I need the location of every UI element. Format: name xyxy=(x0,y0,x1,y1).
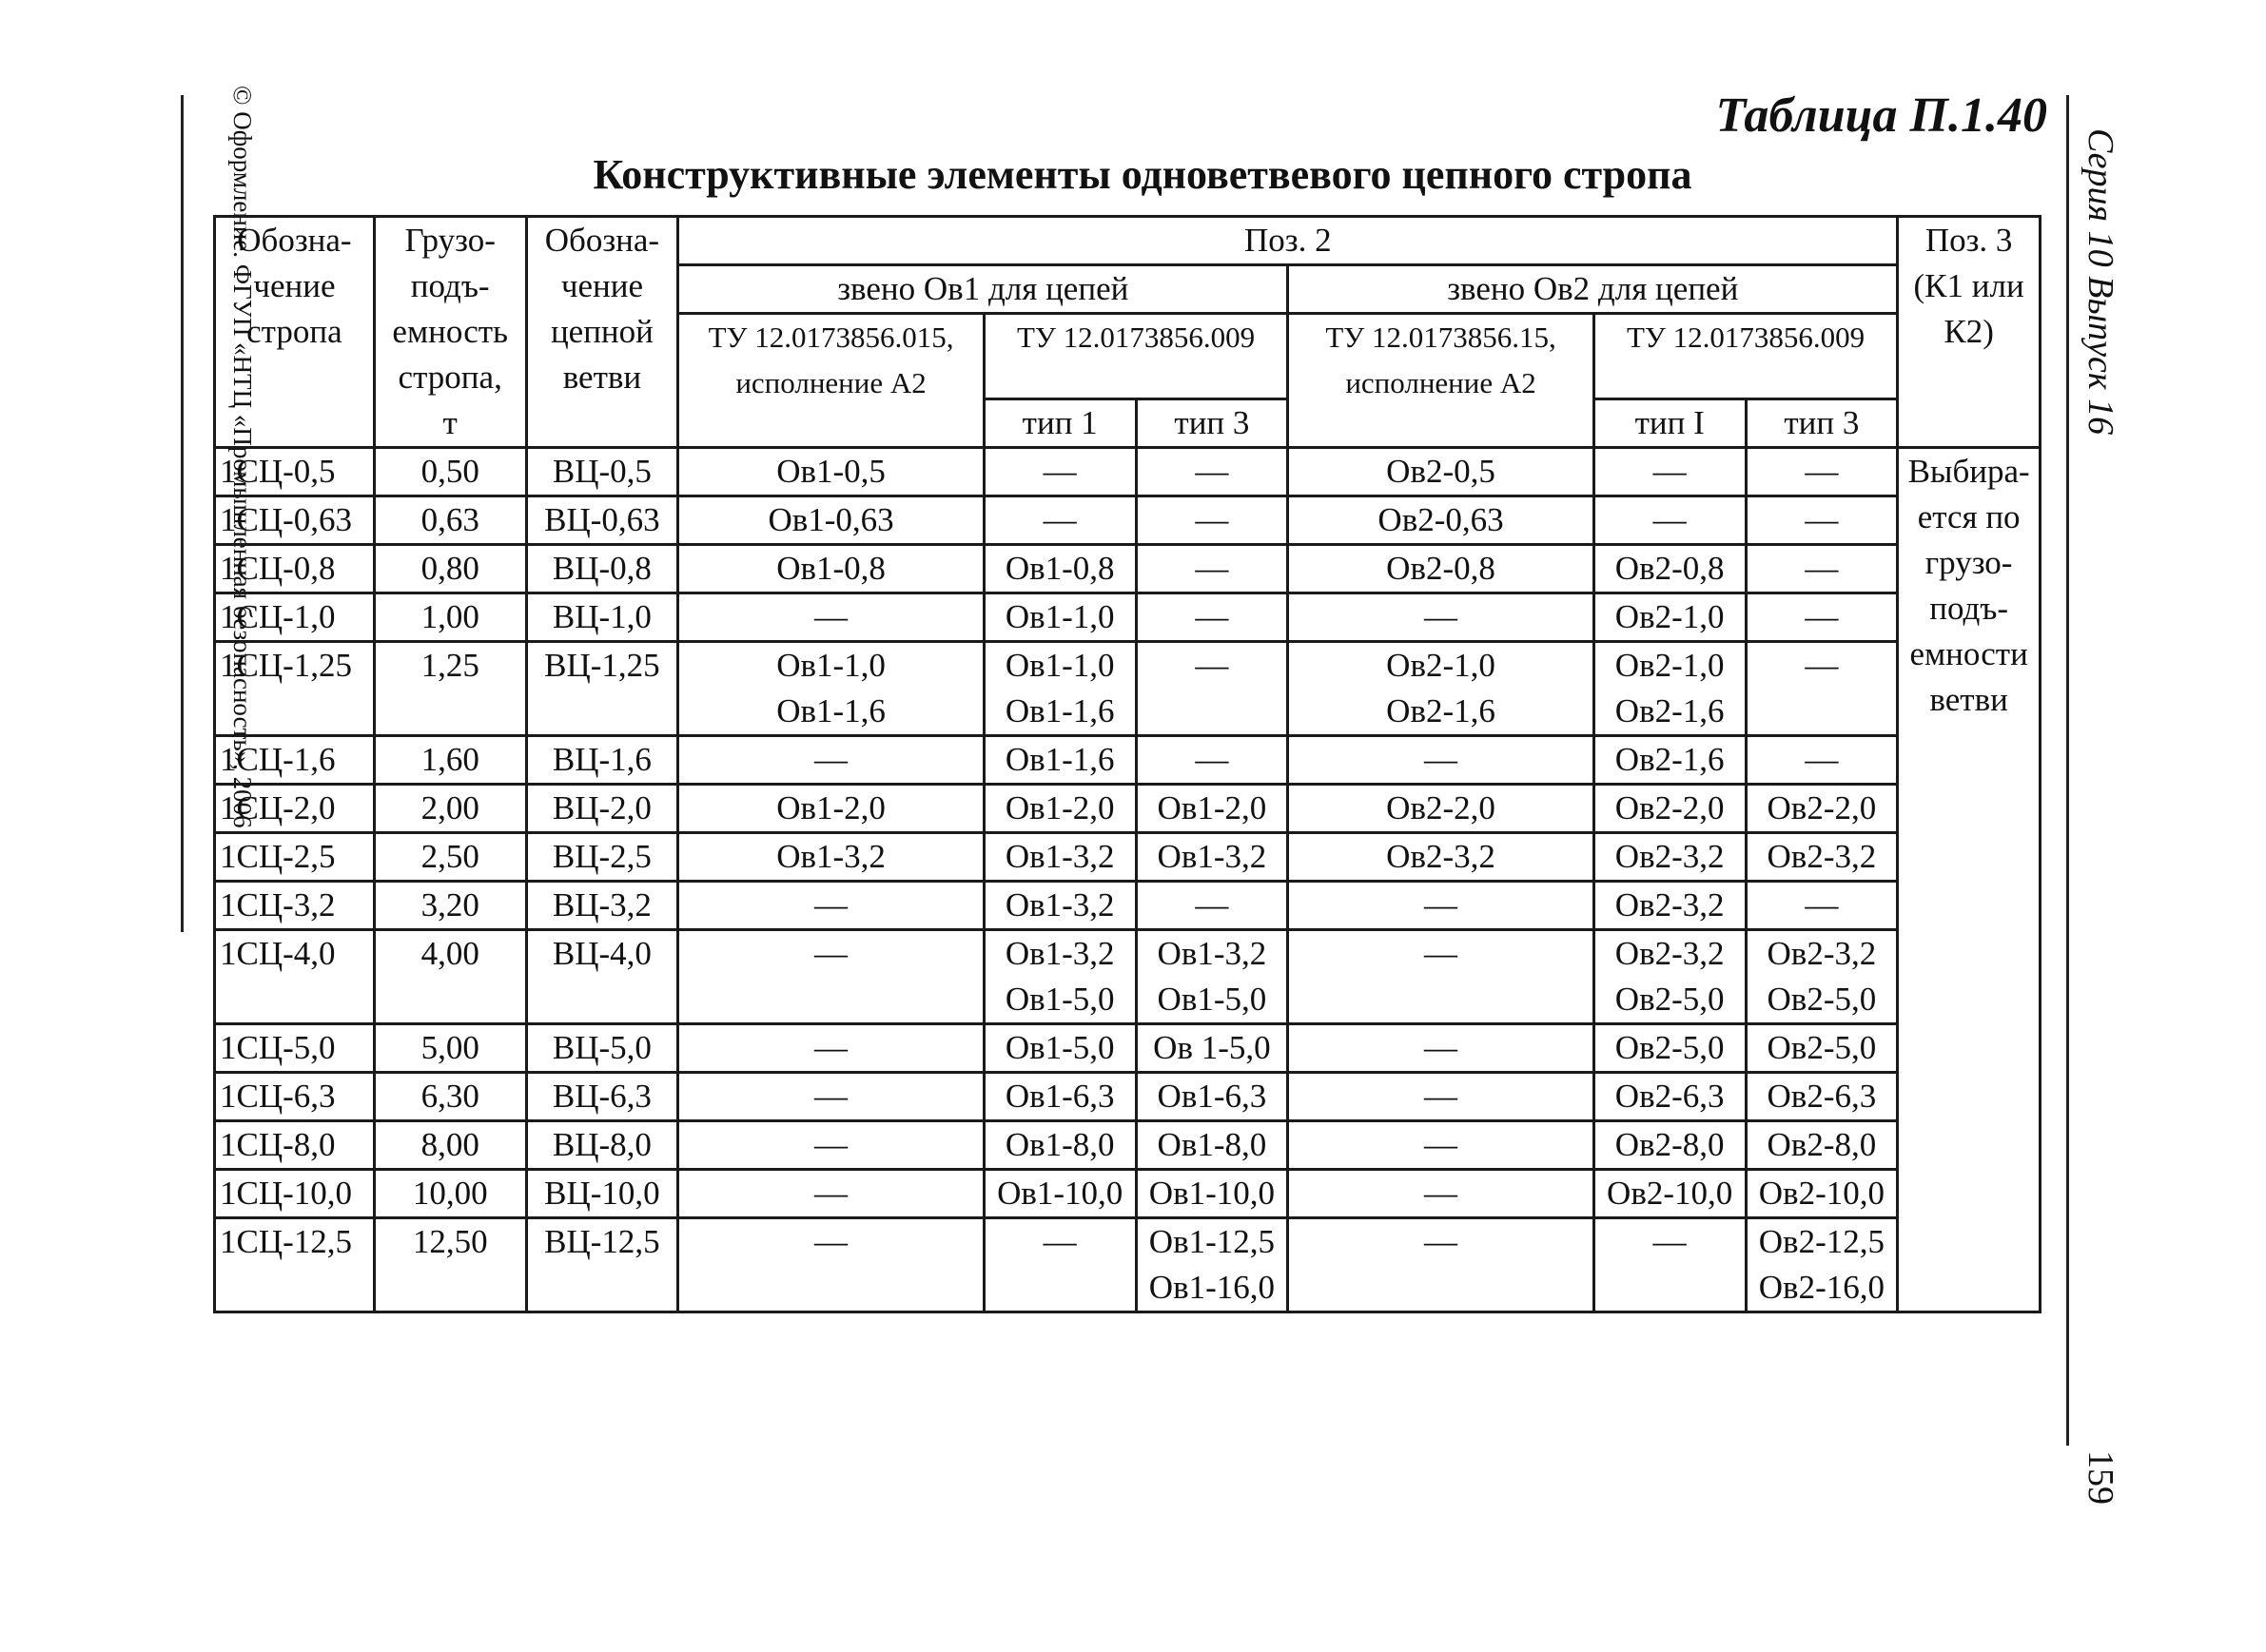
table-cell: 1,60 xyxy=(374,736,526,785)
table-cell: Ов2-3,2 Ов2-5,0 xyxy=(1746,930,1898,1024)
table-row xyxy=(215,785,2041,833)
table-cell: — xyxy=(1136,593,1288,642)
table-cell: Ов1-0,63 xyxy=(678,496,985,545)
table-cell: Ов1-1,0 xyxy=(984,593,1136,642)
table-cell: — xyxy=(1136,736,1288,785)
table-cell: — xyxy=(1136,545,1288,593)
table-cell: Ов1-6,3 xyxy=(984,1073,1136,1121)
table-cell: — xyxy=(678,1024,985,1073)
table-cell: 2,00 xyxy=(374,785,526,833)
header-type3-ov1: тип 3 xyxy=(1136,399,1288,448)
table-cell: Ов2-0,8 xyxy=(1593,545,1746,593)
table-row xyxy=(215,1121,2041,1170)
table-cell: 1СЦ-2,0 xyxy=(215,785,375,833)
table-cell: — xyxy=(1746,593,1898,642)
table-cell: 1СЦ-2,5 xyxy=(215,833,375,882)
table-row xyxy=(215,1170,2041,1218)
header-tu2-009: ТУ 12.0173856.009 xyxy=(1593,314,1897,399)
table-row xyxy=(215,545,2041,593)
header-link-ov1: звено Ов1 для цепей xyxy=(678,265,1288,314)
table-cell: 0,50 xyxy=(374,448,526,496)
table-cell: ВЦ-6,3 xyxy=(526,1073,678,1121)
table-cell: Ов2-0,5 xyxy=(1288,448,1594,496)
table-cell: 1СЦ-12,5 xyxy=(215,1218,375,1312)
header-tu1-a2: ТУ 12.0173856.015, исполнение А2 xyxy=(678,314,985,448)
table-cell: Ов1-3,2 xyxy=(1136,833,1288,882)
table-cell: — xyxy=(1746,496,1898,545)
header-pos3: Поз. 3 (К1 или К2) xyxy=(1898,217,2041,448)
table-cell: 0,63 xyxy=(374,496,526,545)
header-link-ov2: звено Ов2 для цепей xyxy=(1288,265,1898,314)
table-cell: Ов2-0,63 xyxy=(1288,496,1594,545)
table-cell: — xyxy=(1288,882,1594,930)
table-cell: Ов2-2,0 xyxy=(1746,785,1898,833)
table-cell: — xyxy=(1136,448,1288,496)
table-cell: — xyxy=(1136,642,1288,736)
table-cell: ВЦ-3,2 xyxy=(526,882,678,930)
table-cell: ВЦ-2,0 xyxy=(526,785,678,833)
table-cell: 1СЦ-1,6 xyxy=(215,736,375,785)
table-cell: 2,50 xyxy=(374,833,526,882)
table-cell: Ов1-2,0 xyxy=(678,785,985,833)
table-cell: Ов1-1,6 xyxy=(984,736,1136,785)
table-cell: Ов2-1,6 xyxy=(1593,736,1746,785)
table-cell: Ов2-3,2 xyxy=(1288,833,1594,882)
table-cell: — xyxy=(678,1218,985,1312)
table-cell: Ов2-10,0 xyxy=(1593,1170,1746,1218)
table-cell: Ов1-6,3 xyxy=(1136,1073,1288,1121)
table-cell: — xyxy=(1288,1170,1594,1218)
right-margin xyxy=(2066,95,2126,1505)
table-cell: 0,80 xyxy=(374,545,526,593)
table-cell: Ов2-3,2 xyxy=(1593,882,1746,930)
table-cell: — xyxy=(1593,496,1746,545)
table-cell: Ов1-12,5 Ов1-16,0 xyxy=(1136,1218,1288,1312)
table-cell: 12,50 xyxy=(374,1218,526,1312)
table-cell: — xyxy=(678,736,985,785)
table-cell: Ов2-0,8 xyxy=(1288,545,1594,593)
table-cell: Ов1-8,0 xyxy=(1136,1121,1288,1170)
table-cell: Ов1-0,8 xyxy=(678,545,985,593)
table-cell: 1СЦ-10,0 xyxy=(215,1170,375,1218)
table-cell: — xyxy=(1288,1218,1594,1312)
table-cell: Ов2-3,2 Ов2-5,0 xyxy=(1593,930,1746,1024)
table-cell: ВЦ-0,8 xyxy=(526,545,678,593)
table-cell: 1СЦ-0,8 xyxy=(215,545,375,593)
table-cell: Ов1-3,2 xyxy=(984,882,1136,930)
table-row xyxy=(215,930,2041,1024)
header-type1-ov1: тип 1 xyxy=(984,399,1136,448)
table-row xyxy=(215,1024,2041,1073)
table-cell: Ов1-10,0 xyxy=(984,1170,1136,1218)
table-cell: 1СЦ-0,5 xyxy=(215,448,375,496)
table-cell: ВЦ-2,5 xyxy=(526,833,678,882)
table-row xyxy=(215,1218,2041,1312)
table-cell: — xyxy=(678,930,985,1024)
table-cell: Ов1-8,0 xyxy=(984,1121,1136,1170)
table-cell: — xyxy=(678,1121,985,1170)
table-cell: ВЦ-1,6 xyxy=(526,736,678,785)
table-cell: ВЦ-1,0 xyxy=(526,593,678,642)
header-type3-ov2: тип 3 xyxy=(1746,399,1898,448)
table-row xyxy=(215,882,2041,930)
table-cell: — xyxy=(1288,930,1594,1024)
table-cell: — xyxy=(1593,448,1746,496)
table-cell: 1СЦ-0,63 xyxy=(215,496,375,545)
table-cell: Ов2-5,0 xyxy=(1746,1024,1898,1073)
table-cell: Ов2-2,0 xyxy=(1593,785,1746,833)
header-sling-designation: Обозна- чение стропа xyxy=(215,217,375,448)
table-cell: 1,25 xyxy=(374,642,526,736)
table-cell: — xyxy=(1136,882,1288,930)
table-cell: Ов1-1,0 Ов1-1,6 xyxy=(984,642,1136,736)
table-cell: Ов1-3,2 xyxy=(678,833,985,882)
left-margin xyxy=(143,86,257,932)
table-cell: ВЦ-10,0 xyxy=(526,1170,678,1218)
table-cell: 6,30 xyxy=(374,1073,526,1121)
table-cell: — xyxy=(1288,1121,1594,1170)
table-cell: 1СЦ-6,3 xyxy=(215,1073,375,1121)
table-row xyxy=(215,1073,2041,1121)
table-body xyxy=(215,448,2041,1312)
table-cell: Ов2-8,0 xyxy=(1593,1121,1746,1170)
table-cell: — xyxy=(1746,545,1898,593)
header-type1-ov2: тип I xyxy=(1593,399,1746,448)
table-cell: — xyxy=(678,882,985,930)
table-cell: Ов2-6,3 xyxy=(1593,1073,1746,1121)
header-tu1-009: ТУ 12.0173856.009 xyxy=(984,314,1287,399)
pos3-note: Выбира- ется по грузо- подъ- емности ветви xyxy=(1898,448,2041,1312)
table-cell: 5,00 xyxy=(374,1024,526,1073)
table-row xyxy=(215,642,2041,736)
table-cell: 4,00 xyxy=(374,930,526,1024)
header-branch-designation: Обозна- чение цепной ветви xyxy=(526,217,678,448)
table-label: Таблица П.1.40 xyxy=(1715,88,2047,143)
table-cell: Ов1-5,0 xyxy=(984,1024,1136,1073)
table-row xyxy=(215,593,2041,642)
table-cell: ВЦ-0,63 xyxy=(526,496,678,545)
table-cell: Ов2-2,0 xyxy=(1288,785,1594,833)
table-cell: Ов2-1,0 xyxy=(1593,593,1746,642)
table-cell: — xyxy=(678,1170,985,1218)
table-cell: 1СЦ-8,0 xyxy=(215,1121,375,1170)
table-cell: 1,00 xyxy=(374,593,526,642)
table-cell: — xyxy=(678,593,985,642)
table-cell: ВЦ-1,25 xyxy=(526,642,678,736)
table-cell: — xyxy=(1288,1073,1594,1121)
table-cell: 1СЦ-3,2 xyxy=(215,882,375,930)
table-cell: Ов1-2,0 xyxy=(984,785,1136,833)
table-cell: — xyxy=(1288,736,1594,785)
table-row xyxy=(215,833,2041,882)
table-cell: Ов1-0,8 xyxy=(984,545,1136,593)
table-cell: Ов2-12,5 Ов2-16,0 xyxy=(1746,1218,1898,1312)
table-cell: — xyxy=(984,1218,1136,1312)
table-cell: Ов2-3,2 xyxy=(1746,833,1898,882)
table-cell: Ов1-3,2 Ов1-5,0 xyxy=(984,930,1136,1024)
table-cell: Ов2-10,0 xyxy=(1746,1170,1898,1218)
table-cell: — xyxy=(984,496,1136,545)
page-number: 159 xyxy=(2080,1450,2120,1505)
table-cell: Ов2-3,2 xyxy=(1593,833,1746,882)
table-cell: — xyxy=(1288,593,1594,642)
table-cell: Ов 1-5,0 xyxy=(1136,1024,1288,1073)
table-cell: — xyxy=(984,448,1136,496)
table-cell: Ов2-1,0 Ов2-1,6 xyxy=(1593,642,1746,736)
table-cell: 1СЦ-1,0 xyxy=(215,593,375,642)
table-cell: ВЦ-8,0 xyxy=(526,1121,678,1170)
table-cell: — xyxy=(1746,736,1898,785)
table-cell: 3,20 xyxy=(374,882,526,930)
table-cell: 8,00 xyxy=(374,1121,526,1170)
table-cell: — xyxy=(1593,1218,1746,1312)
table-cell: 1СЦ-5,0 xyxy=(215,1024,375,1073)
table-row xyxy=(215,736,2041,785)
table-cell: Ов2-8,0 xyxy=(1746,1121,1898,1170)
sling-table xyxy=(213,215,2041,1313)
table-cell: 1СЦ-4,0 xyxy=(215,930,375,1024)
table-cell: Ов2-6,3 xyxy=(1746,1073,1898,1121)
table-cell: Ов1-3,2 Ов1-5,0 xyxy=(1136,930,1288,1024)
table-cell: 1СЦ-1,25 xyxy=(215,642,375,736)
table-cell: Ов2-5,0 xyxy=(1593,1024,1746,1073)
table-cell: Ов1-2,0 xyxy=(1136,785,1288,833)
table-cell: 10,00 xyxy=(374,1170,526,1218)
table-cell: ВЦ-4,0 xyxy=(526,930,678,1024)
table-cell: ВЦ-0,5 xyxy=(526,448,678,496)
table-row xyxy=(215,448,2041,496)
table-cell: Ов1-0,5 xyxy=(678,448,985,496)
table-cell: — xyxy=(678,1073,985,1121)
table-header xyxy=(215,217,2041,448)
page-title: Конструктивные элементы одноветвевого цепного стропа xyxy=(593,151,1692,198)
table-cell: — xyxy=(1746,448,1898,496)
table-cell: Ов1-3,2 xyxy=(984,833,1136,882)
table-cell: — xyxy=(1746,642,1898,736)
table-cell: — xyxy=(1136,496,1288,545)
table-cell: ВЦ-12,5 xyxy=(526,1218,678,1312)
header-pos2: Поз. 2 xyxy=(678,217,1898,265)
table-cell: Ов1-10,0 xyxy=(1136,1170,1288,1218)
table-cell: — xyxy=(1288,1024,1594,1073)
series-label: Серия 10 Выпуск 16 xyxy=(2080,128,2120,436)
copyright-note: © Оформление. ФГУП «НТЦ «Промышленная безопасность», 2006 xyxy=(228,86,257,828)
header-capacity: Грузо- подъ- емность стропа, т xyxy=(374,217,526,448)
header-tu2-a2: ТУ 12.0173856.15, исполнение А2 xyxy=(1288,314,1594,448)
table-cell: Ов2-1,0 Ов2-1,6 xyxy=(1288,642,1594,736)
table-cell: — xyxy=(1746,882,1898,930)
table-row xyxy=(215,496,2041,545)
table-cell: ВЦ-5,0 xyxy=(526,1024,678,1073)
table-cell: Ов1-1,0 Ов1-1,6 xyxy=(678,642,985,736)
